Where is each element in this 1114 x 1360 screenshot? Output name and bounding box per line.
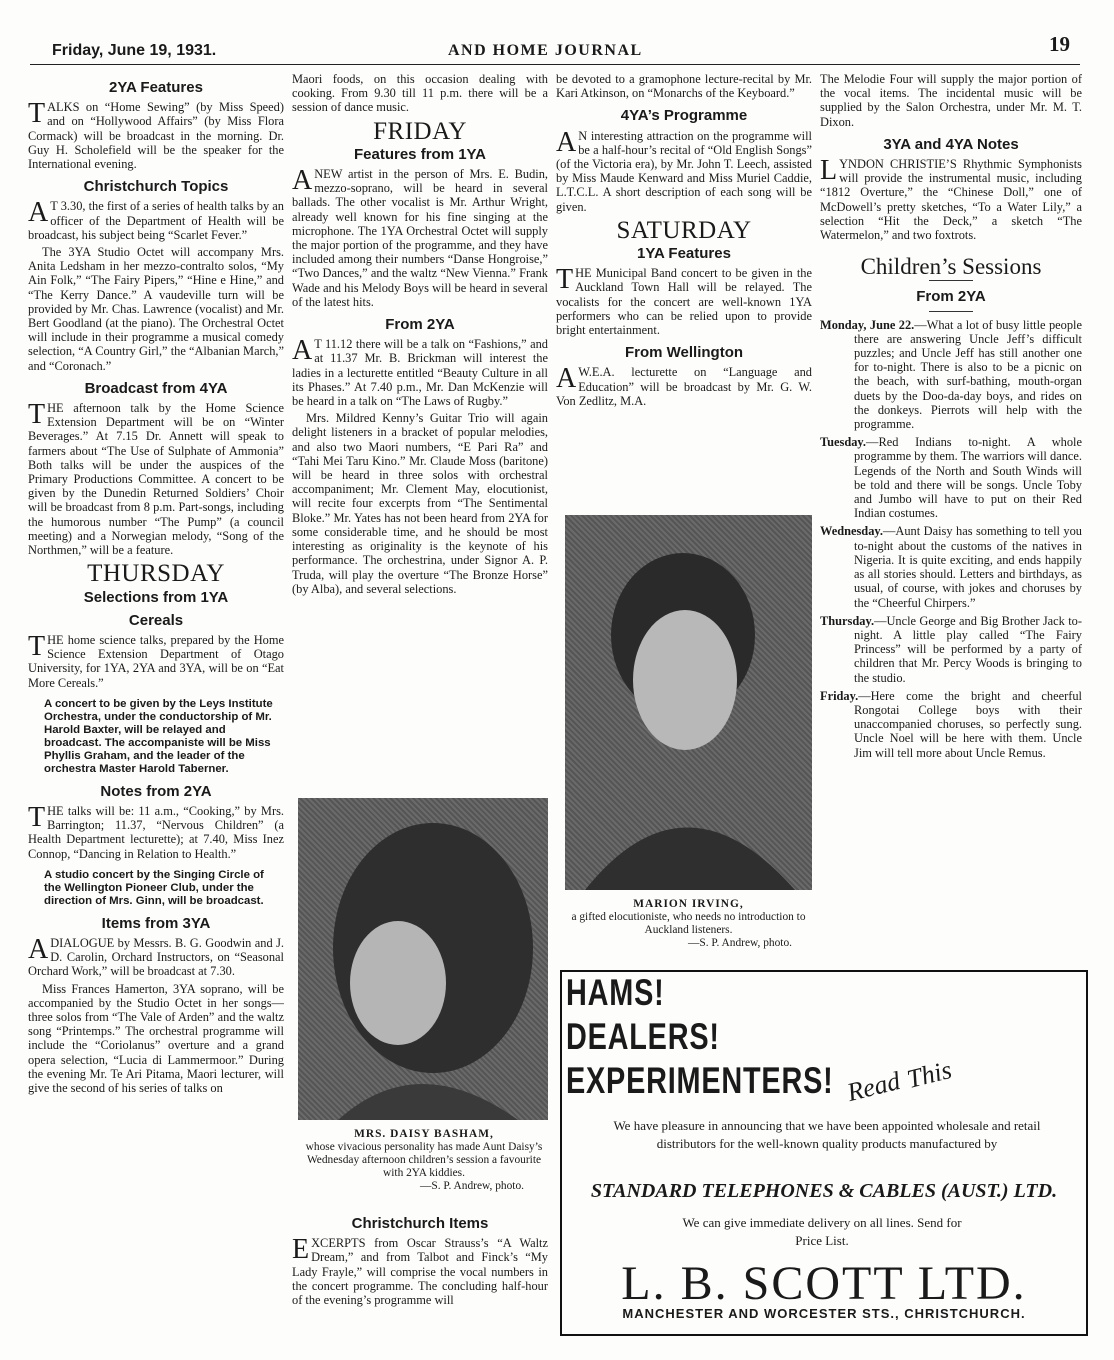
column-2 bbox=[292, 72, 548, 797]
article-paragraph: Miss Frances Hamerton, 3YA soprano, will be accompanied by the Studio Octet in her songs—three solos from “The Vale of Arden” and the waltz song “Printemps.” The orchestral programme will include the “Coriolanus” overture and a grand opera selection, “Lucia di Lammermoor.” During the evening Mr. Te Ari Pitama, Maori lecturer, will give the second of his series of talks on bbox=[28, 981, 284, 1095]
drop-cap: A bbox=[556, 363, 577, 395]
article-paragraph: A NEW artist in the person of Mrs. E. Budin, mezzo-soprano, will be heard in several ballads. The other vocalist is Mr. Arthur Wright, already well known for his fine singing at the microphone. The 1YA Orchestral Octet will supply the major portion of the programme, and they have included among their numbers “Danse Hongroise,” “Two Dances,” and the waltz “New Vienna.” Frank Wade and his Melody Boys will be heard in several of the latest hits. bbox=[292, 165, 548, 309]
section-title: 2YA Features bbox=[109, 79, 203, 96]
article-paragraph: THE home science talks, prepared by the Home Science Extension Department of Otago University, for 1YA, 2YA and 3YA, will be on “Eat More Cereals.” bbox=[28, 630, 284, 690]
article-paragraph: A T 11.12 there will be a talk on “Fashions,” and at 11.37 Mr. B. Brickman will interest the ladies in a lecturette entitled “Beauty Culture in all its Phases.” At 7.40 p.m., Mr. Dan McKenzie will be heard in a talk on “The Laws of Rugby.” bbox=[292, 335, 548, 409]
day-heading: THURSDAY bbox=[87, 560, 225, 588]
article-paragraph: TALKS on “Home Sewing” (by Miss Speed) and on “Hollywood Affairs” (by Miss Flora Cormack) will be broadcast in the morning. Dr. Guy H. Scholefield will be the speaker for the International evening. bbox=[28, 98, 284, 172]
sessions-heading: Children’s Sessions bbox=[860, 254, 1042, 280]
concert-note: A studio concert by the Singing Circle of the Wellington Pioneer Club, under the direction of Mrs. Ginn, will be broadcast. bbox=[44, 868, 264, 907]
article-paragraph: LYNDON CHRISTIE’S Rhythmic Symphonists will provide the instrumental music, including “1812 Overture,” the “Chinese Doll,” one of McDowell’s pretty sketches, “To a Water Lily,” a selection “Hit the Deck,” a sketch “The Watermelon,” and two foxtrots. bbox=[820, 155, 1082, 243]
journal-title: AND HOME JOURNAL bbox=[448, 42, 643, 59]
section-title: 1YA Features bbox=[637, 245, 731, 263]
section-title: From Wellington bbox=[624, 344, 744, 362]
concert-note: A concert to be given by the Leys Institute Orchestra, under the conductorship of Mr. Harold Baxter, will be relayed and broadcast. The accompaniste will be Miss Phyllis Graham, and the leader of the orchestra Master Harold Taberner. bbox=[44, 697, 273, 775]
section-title: Christchurch Items bbox=[351, 1215, 489, 1232]
article-paragraph: Mrs. Mildred Kenny’s Guitar Trio will again delight listeners in a bracket of popular melodies, and also two Maori numbers, “E Pari Ra” and “Tahi Mei Taru Kino.” Mr. Claude Moss (baritone) will be heard in three solos with orchestral accompaniment; Mr. Clement May, elocutionist, will recite four excerpts from “The Sentimental Bloke.” Mr. Yates has not been heard from 2YA for some considerable time, and he should be most interesting as originality is the keynote of his performance. The orchestrina, under Signor A. P. Truda, will play the overture “The Bronze Horse” (by Alba), and several selections. bbox=[292, 411, 548, 596]
divider bbox=[929, 280, 973, 281]
section-title: Items from 3YA bbox=[101, 914, 211, 932]
ad-headline: EXPERIMENTERS! bbox=[566, 1060, 834, 1101]
column-3 bbox=[556, 72, 812, 482]
article-paragraph: be devoted to a gramophone lecture-recital by Mr. Kari Atkinson, on “Monarchs of the Keyboard.” bbox=[556, 72, 812, 101]
portrait-illustration bbox=[298, 798, 548, 1120]
ad-read-word: This bbox=[904, 1055, 955, 1095]
drop-cap: A bbox=[292, 165, 313, 197]
ad-firm-name: L. B. SCOTT LTD. bbox=[621, 1257, 1027, 1310]
schedule-entry: Thursday.—Uncle George and Big Brother Jack to-night. A little play called “The Fairy Princess” will be performed by a party of children that Mr. Percy Woods is bringing to the studio. bbox=[820, 613, 1082, 685]
portrait-photo-irving bbox=[565, 515, 812, 890]
article-paragraph: THE afternoon talk by the Home Science Extension Department will be on “Winter Beverages.” At 7.15 Dr. Annett will speak to farmers about “The Use of Sulphate of Ammonia” Both talks will be under the auspices of the Primary Productions Committee. A concert to be given by the Dunedin Returned Soldiers’ Choir will be broadcast from 8 p.m. Part-songs, including the humorous number “The Pump” (a council meeting) and a Norwegian melody, “Song of the Northmen,” will be a feature. bbox=[28, 399, 284, 558]
section-title: Cereals bbox=[128, 611, 184, 629]
column-1 bbox=[28, 72, 284, 1342]
drop-cap: T bbox=[28, 801, 46, 833]
section-title: Features from 1YA bbox=[354, 145, 486, 163]
ad-address: MANCHESTER AND WORCESTER STS., CHRISTCHURCH. bbox=[622, 1306, 1026, 1321]
schedule-entry: Friday.—Here come the bright and cheerful Rongotai College boys with their unaccompanied choruses, so perfectly sung. Uncle Noel will be here with them. Uncle Jim will tell more about Uncle Remus. bbox=[820, 688, 1082, 760]
schedule-entry: Tuesday.—Red Indians to-night. A whole programme by them. The warriors will dance. Legends of the North and South Winds will be told and there will be songs. Uncle Toby and Jumbo will have to put on their Red Indian costumes. bbox=[820, 435, 1082, 521]
day-heading: SATURDAY bbox=[616, 216, 752, 244]
ad-read-word: Read bbox=[844, 1065, 904, 1108]
drop-cap: L bbox=[820, 155, 838, 187]
article-paragraph: EXCERPTS from Oscar Strauss’s “A Waltz Dream,” and from Talbot and Finck’s “My Lady Frayle,” will comprise the vocal numbers in the concert programme. The concluding half-hour of the evening’s programme will bbox=[292, 1234, 548, 1308]
drop-cap: A bbox=[28, 933, 49, 965]
portrait-illustration bbox=[565, 515, 812, 890]
drop-cap: A bbox=[28, 197, 49, 229]
ad-headline: HAMS! bbox=[566, 972, 665, 1013]
portrait-photo-basham bbox=[298, 798, 548, 1120]
drop-cap: T bbox=[28, 630, 46, 662]
page-number: 19 bbox=[1049, 32, 1070, 56]
article-paragraph: The 3YA Studio Octet will accompany Mrs. Anita Ledsham in her mezzo-contralto solos, “My Ain Folk,” “The Fairy Pipers,” “Hine e Hine,” and “The Kerry Dance.” A vaudeville turn will be provided by Mr. Chas. Lawrence (vocalist) and Mr. Bert Goodland (at the piano). The Orchestral Octet will include in their programme a musical comedy selection, “A Country Girl,” the “Albanian March,” and “Coronach.” bbox=[28, 245, 284, 373]
article-paragraph: A W.E.A. lecturette on “Language and Education” will be broadcast by Mr. G. W. Von Zedlitz, M.A. bbox=[556, 363, 812, 408]
drop-cap: T bbox=[556, 264, 574, 296]
page-header bbox=[30, 32, 1080, 65]
section-title: Broadcast from 4YA bbox=[84, 379, 228, 397]
article-paragraph: Maori foods, on this occasion dealing with cooking. From 9.30 till 11 p.m. there will be a session of dance music. bbox=[292, 72, 548, 115]
article-paragraph: A N interesting attraction on the programme will be a half-hour’s recital of “Old English Songs” (of the Victoria era), by Mr. John T. Leech, assisted by Miss Maude Kenward and Miss Muriel Caddie, L.T.C.L. A short description of each song will be given. bbox=[556, 126, 812, 214]
drop-cap: E bbox=[292, 1234, 310, 1266]
day-heading: FRIDAY bbox=[373, 117, 467, 145]
drop-cap: T bbox=[28, 98, 46, 130]
drop-cap: A bbox=[292, 335, 313, 367]
article-paragraph: A DIALOGUE by Messrs. B. G. Goodwin and J. D. Carolin, Orchard Instructors, on “Seasonal Orchard Work,” will be broadcast at 7.30. bbox=[28, 933, 284, 979]
ad-company: STANDARD TELEPHONES & CABLES (AUST.) LTD. bbox=[590, 1180, 1058, 1202]
section-title: 3YA and 4YA Notes bbox=[883, 135, 1019, 153]
section-title: From 2YA bbox=[385, 316, 455, 334]
schedule-entry: Monday, June 22.—What a lot of busy little people there are answering Uncle Jeff’s difficult puzzles; and Uncle Jeff has still another one for to-night. There is also to be a picnic on the beach, with surf-bathing, mouth-organ duets by the Doo-da-day boys, and rides on the donkeys. Pierrots will help with the programme. bbox=[820, 317, 1082, 432]
ad-delivery-text: We can give immediate delivery on all lines. Send for Price List. bbox=[682, 1215, 962, 1248]
drop-cap: T bbox=[28, 399, 46, 431]
advertisement-box bbox=[560, 970, 1088, 1336]
article-paragraph: The Melodie Four will supply the major portion of the vocal items. The incidental music will be supplied by the Salon Orchestra, under Mr. M. T. Dixon. bbox=[820, 72, 1082, 129]
ad-body-text: We have pleasure in announcing that we have been appointed wholesale and retail distributors for the well-known quality products manufactured by bbox=[613, 1118, 1041, 1151]
photo-caption-irving: MARION IRVING, a gifted elocutioniste, who needs no introduction to Auckland listeners. —S. P. Andrew, photo. bbox=[571, 898, 806, 949]
article-paragraph: THE talks will be: 11 a.m., “Cooking,” by Mrs. Barrington; 11.37, “Nervous Children” (a Health Department lecturette); at 7.40, Miss Inez Connop, “Dancing in Relation to Health.” bbox=[28, 801, 284, 861]
section-title: 4YA’s Programme bbox=[620, 107, 748, 125]
divider bbox=[929, 311, 973, 312]
column-2-bottom bbox=[292, 1208, 548, 1338]
article-paragraph: A T 3.30, the first of a series of health talks by an officer of the Department of Health will be broadcast, his subject being “Scarlet Fever.” bbox=[28, 197, 284, 242]
section-title: Christchurch Topics bbox=[83, 178, 229, 196]
section-title: Selections from 1YA bbox=[83, 588, 229, 606]
drop-cap: A bbox=[556, 126, 577, 158]
schedule-entry: Wednesday.—Aunt Daisy has something to tell you to-night about the customs of the natives in Nigeria. It is quite exciting, and ends happily as all stories should. Letters and birthdays, as usual, of course, with jokes and choruses by the “Cheerful Chirpers.” bbox=[820, 524, 1082, 610]
column-4 bbox=[820, 72, 1082, 972]
photo-caption-basham: MRS. DAISY BASHAM, whose vivacious personality has made Aunt Daisy’s Wednesday afternoon children’s session a favourite with 2YA kiddies. —S. P. Andrew, photo. bbox=[305, 1128, 543, 1192]
article-paragraph: THE Municipal Band concert to be given in the Auckland Town Hall will be relayed. The vocalists for the concert are well-known 1YA performers who can be relied upon to provide bright entertainment. bbox=[556, 264, 812, 338]
section-title: From 2YA bbox=[916, 288, 986, 306]
ad-headline: DEALERS! bbox=[566, 1016, 720, 1057]
issue-date: Friday, June 19, 1931. bbox=[52, 42, 217, 59]
section-title: Notes from 2YA bbox=[100, 782, 212, 800]
